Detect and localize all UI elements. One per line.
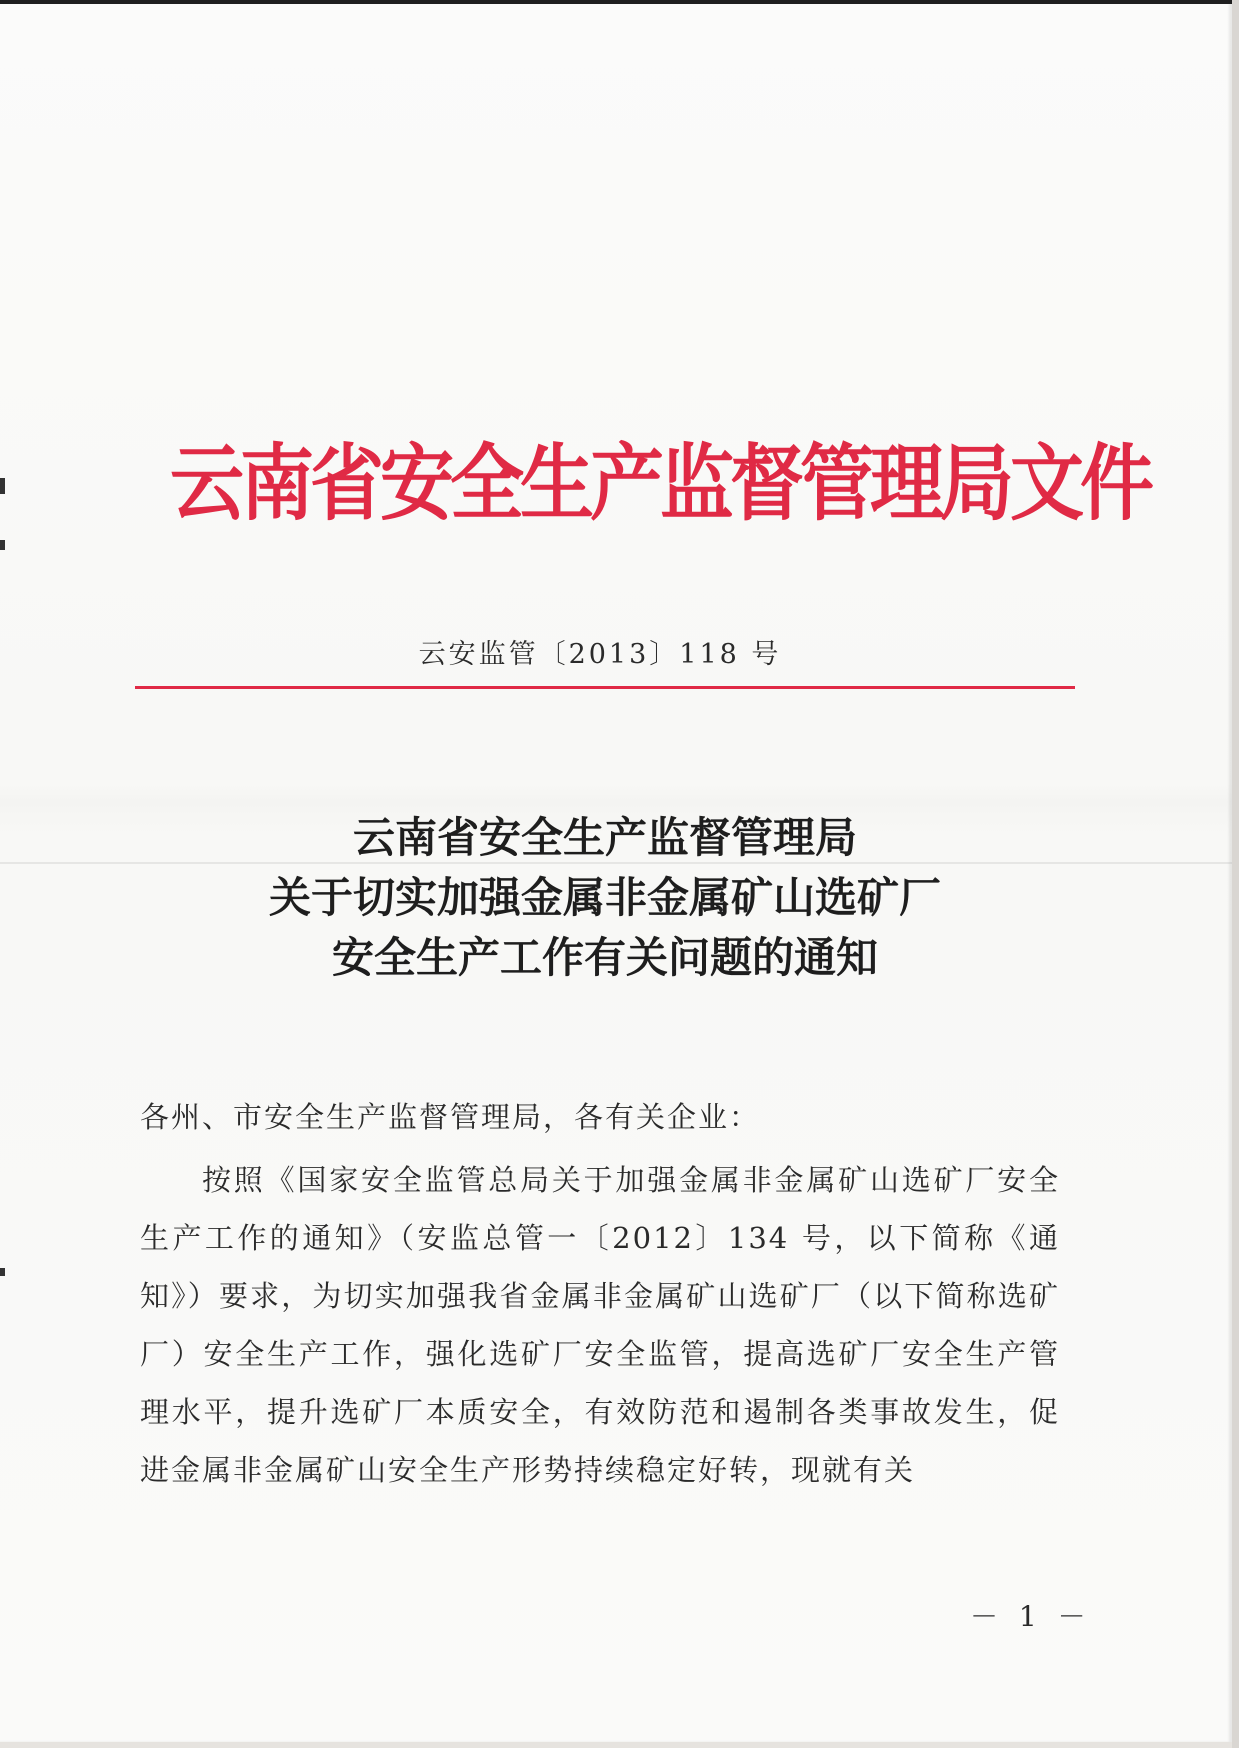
document-number: 云安监管〔2013〕118 号: [418, 639, 782, 670]
title-line-1: 云南省安全生产监督管理局: [352, 813, 857, 862]
binding-mark: [0, 1268, 5, 1276]
document-title: [135, 808, 1075, 988]
scan-top-edge: [0, 0, 1239, 4]
binding-mark: [0, 478, 5, 494]
issuer-banner: 云南省安全生产监督管理局文件: [170, 435, 1150, 533]
salutation: 各州、市安全生产监督管理局，各有关企业：: [140, 1100, 761, 1134]
title-line-3: 安全生产工作有关问题的通知: [331, 933, 878, 982]
body-paragraph: 按照《国家安全监管总局关于加强金属非金属矿山选矿厂安全生产工作的通知》（安监总管一〔2012〕134 号，以下简称《通知》）要求，为切实加强我省金属非金属矿山选矿厂（以下简称选矿厂）安全生产工作，强化选矿厂安全监管，提高选矿厂安全生产管理水平，提升选矿厂本质安全，有效防范和遏制各类事故发生，促进金属非金属矿山安全生产形势持续稳定好转，现就有关: [140, 1163, 1060, 1487]
page-number: － 1 －: [970, 1600, 1092, 1633]
red-divider-line: [135, 686, 1075, 689]
binding-mark: [0, 540, 5, 550]
title-line-2: 关于切实加强金属非金属矿山选矿厂: [268, 873, 941, 922]
scan-right-edge: [1232, 0, 1239, 1748]
